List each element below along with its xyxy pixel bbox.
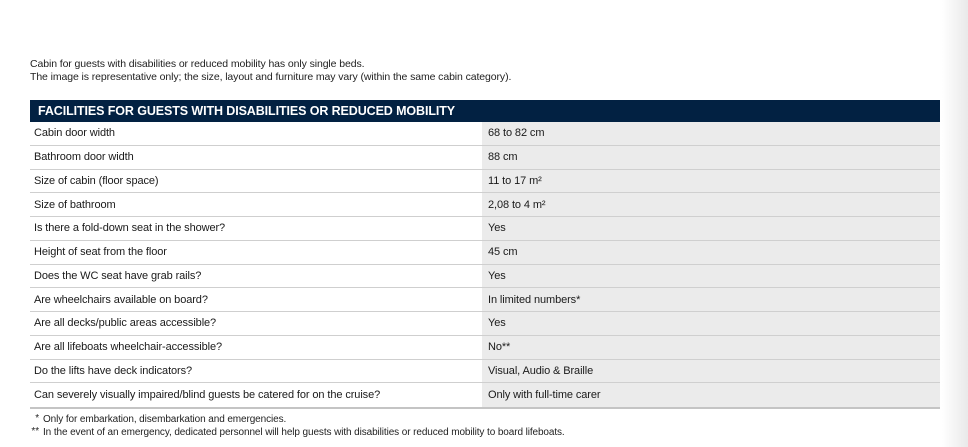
facility-label: Bathroom door width [30, 146, 482, 169]
facilities-table [30, 100, 940, 409]
facility-label: Do the lifts have deck indicators? [30, 360, 482, 383]
table-row [30, 122, 940, 146]
facility-label: Size of bathroom [30, 193, 482, 216]
table-row [30, 312, 940, 336]
facility-label: Are wheelchairs available on board? [30, 288, 482, 311]
facility-label: Size of cabin (floor space) [30, 170, 482, 193]
facility-value: In limited numbers* [482, 288, 940, 311]
table-row [30, 170, 940, 194]
table-row [30, 193, 940, 217]
facility-value: 11 to 17 m² [482, 170, 940, 193]
facility-value: 2,08 to 4 m² [482, 193, 940, 216]
footnote-line [30, 413, 565, 426]
footnote-marker: * [35, 413, 39, 424]
facility-label: Are all lifeboats wheelchair-accessible? [30, 336, 482, 359]
table-row [30, 265, 940, 289]
facilities-table-header: FACILITIES FOR GUESTS WITH DISABILITIES OR REDUCED MOBILITY [30, 100, 940, 122]
facilities-table-body [30, 122, 940, 409]
footnote-text: Only for embarkation, disembarkation and emergencies. [43, 414, 287, 425]
facility-value: No** [482, 336, 940, 359]
footnote-text: In the event of an emergency, dedicated personnel will help guests with disabilities or reduced mobility to board lifeboats. [43, 427, 565, 438]
facility-value: Yes [482, 312, 940, 335]
footnote-marker: ** [31, 426, 39, 437]
facility-value: Only with full-time carer [482, 383, 940, 407]
facility-label: Height of seat from the floor [30, 241, 482, 264]
facility-value: 68 to 82 cm [482, 122, 940, 145]
page-edge-gradient [942, 0, 968, 447]
table-row [30, 336, 940, 360]
table-row [30, 146, 940, 170]
footnotes [30, 413, 565, 439]
facility-label: Is there a fold-down seat in the shower? [30, 217, 482, 240]
facility-value: Visual, Audio & Braille [482, 360, 940, 383]
footnote-line [30, 426, 565, 439]
cabin-note-line-2: The image is representative only; the size, layout and furniture may vary (within the same cabin category). [30, 70, 512, 83]
table-row [30, 383, 940, 407]
facility-value: Yes [482, 265, 940, 288]
facility-label: Can severely visually impaired/blind guests be catered for on the cruise? [30, 383, 482, 407]
facility-label: Are all decks/public areas accessible? [30, 312, 482, 335]
cabin-notes [30, 58, 511, 83]
table-row [30, 360, 940, 384]
facility-label: Does the WC seat have grab rails? [30, 265, 482, 288]
table-row [30, 288, 940, 312]
table-row [30, 241, 940, 265]
facility-value: 45 cm [482, 241, 940, 264]
facility-label: Cabin door width [30, 122, 482, 145]
facility-value: Yes [482, 217, 940, 240]
cabin-note-line-1: Cabin for guests with disabilities or reduced mobility has only single beds. [30, 58, 365, 70]
table-row [30, 217, 940, 241]
facility-value: 88 cm [482, 146, 940, 169]
